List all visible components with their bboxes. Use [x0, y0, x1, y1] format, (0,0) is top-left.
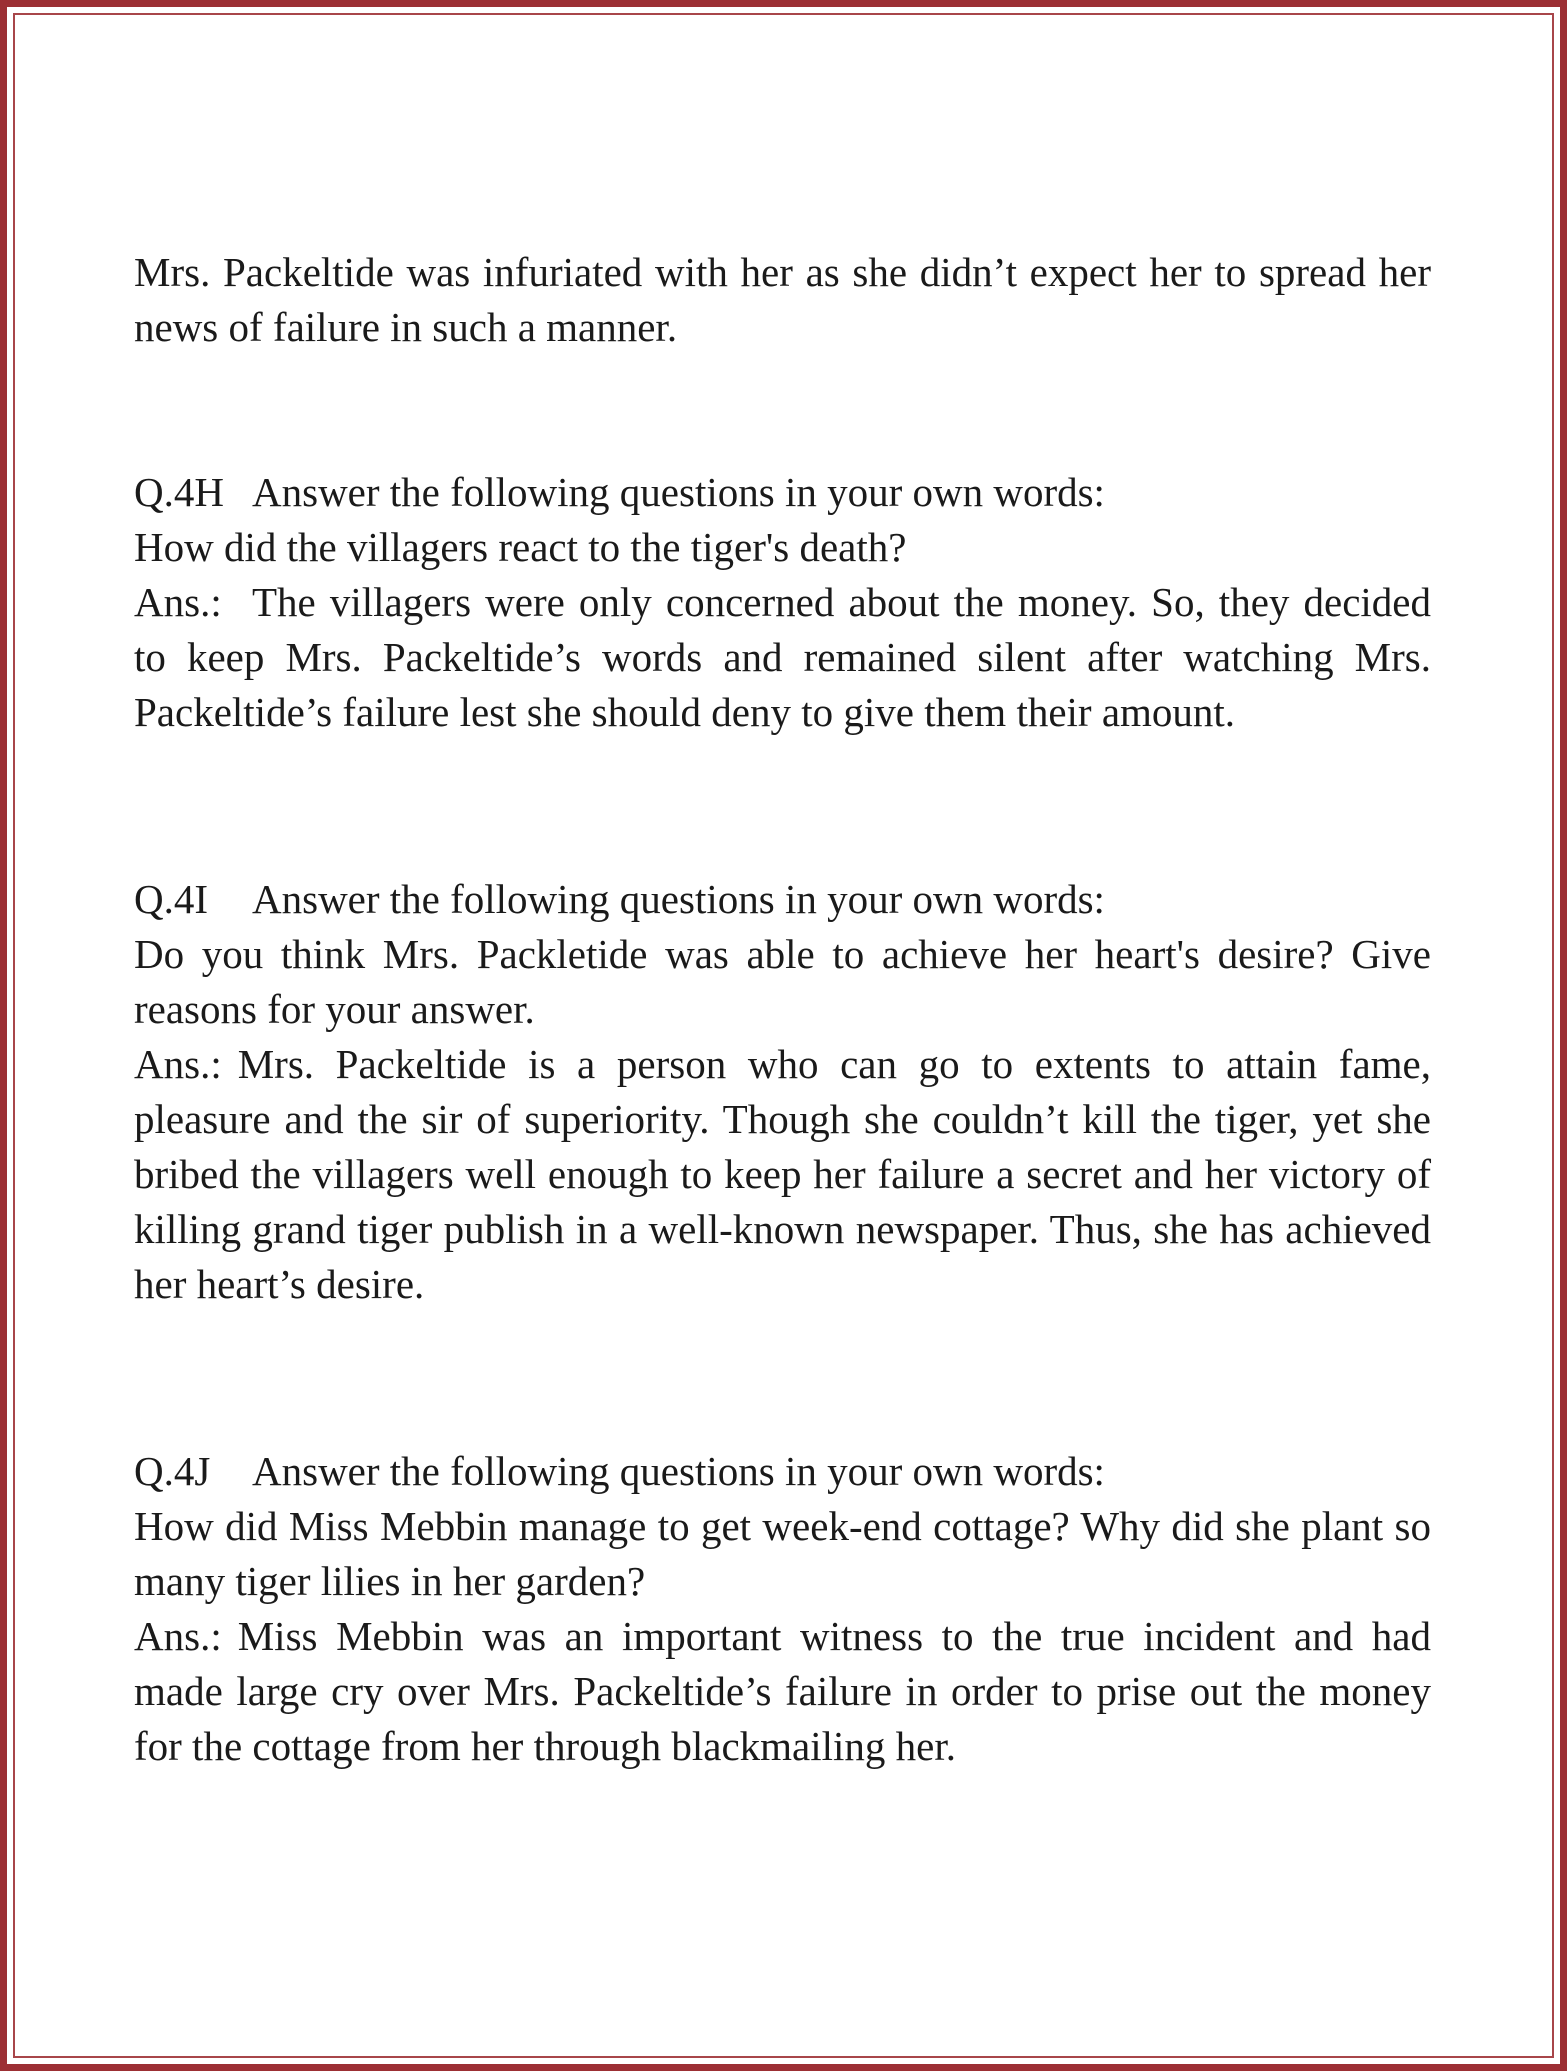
answer-text: Miss Mebbin was an important witness to the true incident and had made large cry over Mrs. Packeltide’s failure in order to prise out the money for the cottage from her through blackmailing her.: [134, 1613, 1431, 1769]
answer-paragraph: [134, 1609, 1431, 1774]
question-number: Q.4J: [134, 1448, 211, 1494]
intro-paragraph: Mrs. Packeltide was infuriated with her as she didn’t expect her to spread her news of failure in such a manner.: [134, 249, 1431, 350]
answer-paragraph: [134, 1037, 1431, 1312]
question-heading: [134, 465, 1431, 520]
question-number: Q.4H: [134, 469, 224, 515]
question-section-4i: [134, 872, 1431, 1312]
question-instruction: Answer the following questions in your own words:: [252, 1448, 1105, 1494]
question-heading: [134, 872, 1431, 927]
answer-label: Ans.:: [134, 1613, 222, 1659]
question-heading: [134, 1444, 1431, 1499]
question-section-4j: [134, 1444, 1431, 1774]
answer-label: Ans.:: [134, 1041, 222, 1087]
document-body: [134, 245, 1431, 1774]
question-number: Q.4I: [134, 876, 209, 922]
question-text: Do you think Mrs. Packletide was able to achieve her heart's desire? Give reasons for your answer.: [134, 931, 1431, 1032]
answer-label: Ans.:: [134, 579, 222, 625]
question-text: How did the villagers react to the tiger's death?: [134, 524, 907, 570]
question-instruction: Answer the following questions in your own words:: [252, 469, 1105, 515]
answer-paragraph: [134, 575, 1431, 740]
question-instruction: Answer the following questions in your own words:: [252, 876, 1105, 922]
question-section-4h: [134, 465, 1431, 740]
answer-text: The villagers were only concerned about the money. So, they decided to keep Mrs. Packeltide’s words and remained silent after watching Mrs. Packeltide’s failure lest she should deny to give them their amount.: [134, 579, 1431, 735]
answer-text: Mrs. Packeltide is a person who can go to extents to attain fame, pleasure and the sir of superiority. Though she couldn’t kill the tiger, yet she bribed the villagers well enough to keep her failure a secret and her victory of killing grand tiger publish in a well-known newspaper. Thus, she has achieved her heart’s desire.: [134, 1041, 1431, 1307]
question-text: How did Miss Mebbin manage to get week-end cottage? Why did she plant so many tiger lilies in her garden?: [134, 1503, 1431, 1604]
